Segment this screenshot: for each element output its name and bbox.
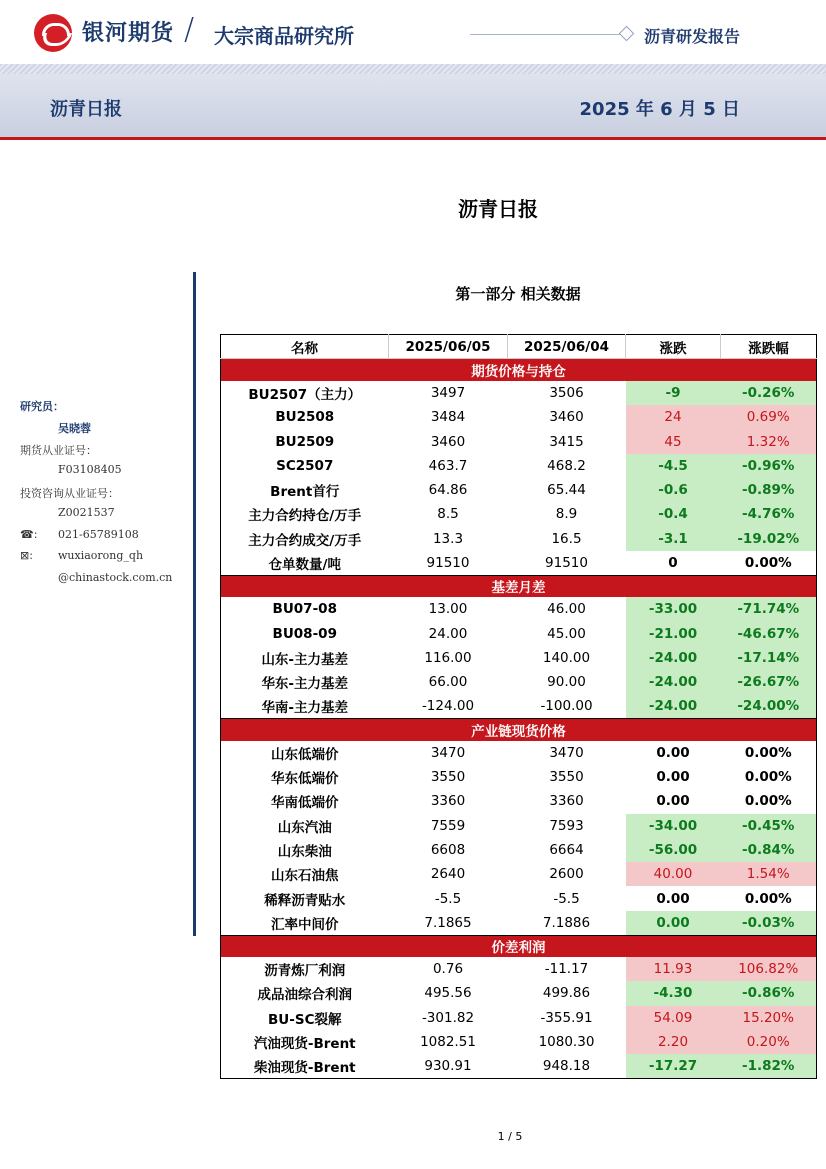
row-change-cell: 0 xyxy=(626,551,721,575)
row-change-pct-cell: 0.69% xyxy=(721,405,817,429)
row-value-previous-cell: 7593 xyxy=(549,817,584,834)
row-value-current-cell: 13.00 xyxy=(428,601,468,618)
row-value-current-cell: -301.82 xyxy=(421,1009,475,1026)
row-name-cell: 山东汽油 xyxy=(221,814,389,838)
cert-label: 期货从业证号： xyxy=(20,444,97,457)
table-row xyxy=(221,502,817,526)
table-row xyxy=(221,911,817,935)
row-value-current-cell: 0.76 xyxy=(432,961,464,978)
company-logo-icon xyxy=(34,14,72,52)
row-name-cell: 成品油综合利润 xyxy=(221,981,389,1005)
report-date: 2025 年 6 月 5 日 xyxy=(579,99,740,120)
row-value-current-cell: 24.00 xyxy=(428,625,468,642)
table-row xyxy=(221,1006,817,1030)
row-change-pct-cell: 0.00% xyxy=(721,551,817,575)
row-name-cell: SC2507 xyxy=(221,454,389,478)
row-change-pct-cell: -4.76% xyxy=(721,502,817,526)
document-title: 沥青日报 xyxy=(458,197,538,221)
row-value-current-cell: 3460 xyxy=(430,433,466,450)
row-change-cell: -33.00 xyxy=(626,597,721,621)
table-section-row xyxy=(221,359,817,381)
row-value-current-cell: 3360 xyxy=(430,793,466,810)
table-section-title: 基差月差 xyxy=(221,575,817,597)
row-value-current-cell: 7.1865 xyxy=(389,911,508,935)
row-change-pct-cell: 106.82% xyxy=(721,957,817,981)
row-value-current-cell: -124.00 xyxy=(389,694,508,718)
row-value-current-cell: 8.5 xyxy=(437,506,459,523)
table-row xyxy=(221,454,817,478)
row-name-cell: 山东柴油 xyxy=(221,838,389,862)
row-name-cell: 汽油现货-Brent xyxy=(221,1030,389,1054)
row-change-cell: -0.4 xyxy=(626,502,721,526)
row-value-previous-cell: 65.44 xyxy=(547,482,586,499)
row-change-cell: -24.00 xyxy=(626,646,721,670)
sidebar-divider xyxy=(193,272,196,936)
analyst-name: 吴晓蓉 xyxy=(58,422,91,435)
row-name-cell: BU-SC裂解 xyxy=(221,1006,389,1030)
row-change-cell: -24.00 xyxy=(626,670,721,694)
row-change-cell: 0.00 xyxy=(656,769,690,786)
row-change-pct-cell: -0.26% xyxy=(721,381,817,405)
row-change-pct-cell: -19.02% xyxy=(721,527,817,551)
row-change-pct-cell: 15.20% xyxy=(721,1006,817,1030)
table-section-row xyxy=(221,575,817,597)
table-row xyxy=(221,381,817,405)
row-name-cell: 仓单数量/吨 xyxy=(221,551,389,575)
table-row xyxy=(221,694,817,718)
row-name-cell: 汇率中间价 xyxy=(221,911,389,935)
row-value-previous-cell: 499.86 xyxy=(542,985,591,1002)
row-change-cell: -4.30 xyxy=(626,981,721,1005)
row-value-previous-cell: -100.00 xyxy=(508,694,626,718)
row-change-pct-cell: 0.00% xyxy=(721,741,817,765)
row-name-cell: BU2509 xyxy=(221,429,389,453)
row-change-cell: 40.00 xyxy=(626,862,721,886)
row-value-current-cell: 463.7 xyxy=(428,457,468,474)
row-value-current-cell: 13.3 xyxy=(432,530,464,547)
row-change-cell: -24.00 xyxy=(626,694,721,718)
row-change-pct-cell: 0.00% xyxy=(721,886,817,910)
data-table-body xyxy=(221,335,817,1079)
row-name-cell: 稀释沥青贴水 xyxy=(221,886,389,910)
table-row xyxy=(221,527,817,551)
row-change-cell: 0.00 xyxy=(626,911,721,935)
table-row xyxy=(221,597,817,621)
table-row xyxy=(221,838,817,862)
row-change-pct-cell: -1.82% xyxy=(721,1054,817,1078)
row-change-pct-cell: 0.00% xyxy=(721,765,817,789)
row-value-current-cell: 930.91 xyxy=(389,1054,508,1078)
table-section-row xyxy=(221,719,817,741)
row-change-pct-cell: -24.00% xyxy=(721,694,817,718)
consult-label: 投资咨询从业证号： xyxy=(20,487,119,500)
row-value-previous-cell: 7.1886 xyxy=(508,911,626,935)
table-row xyxy=(221,646,817,670)
col-header-date1: 2025/06/05 xyxy=(389,335,508,359)
row-name-cell: 主力合约成交/万手 xyxy=(221,527,389,551)
row-value-current-cell: 66.00 xyxy=(428,674,468,691)
header-stripe xyxy=(0,64,826,74)
col-header-change-pct: 涨跌幅 xyxy=(721,335,817,359)
table-row xyxy=(221,405,817,429)
row-change-pct-cell: -46.67% xyxy=(721,621,817,645)
row-change-pct-cell: 0.20% xyxy=(721,1030,817,1054)
row-change-pct-cell: -0.86% xyxy=(721,981,817,1005)
row-change-cell: -9 xyxy=(626,381,721,405)
row-value-previous-cell: 3360 xyxy=(549,793,584,810)
table-section-row xyxy=(221,935,817,957)
band-red-rule xyxy=(0,137,826,140)
row-value-previous-cell: 45.00 xyxy=(547,625,586,642)
row-change-cell: -56.00 xyxy=(626,838,721,862)
row-value-previous-cell: 8.9 xyxy=(555,506,578,523)
table-row xyxy=(221,621,817,645)
row-change-pct-cell: -26.67% xyxy=(721,670,817,694)
row-change-cell: -3.1 xyxy=(626,527,721,551)
row-value-previous-cell: 3550 xyxy=(549,769,584,786)
row-change-cell: -21.00 xyxy=(626,621,721,645)
page-number: 1 / 5 xyxy=(497,1130,523,1143)
row-value-previous-cell: 3470 xyxy=(549,744,584,761)
row-name-cell: 主力合约持仓/万手 xyxy=(221,502,389,526)
table-row xyxy=(221,741,817,765)
row-value-current-cell: 6608 xyxy=(430,841,466,858)
row-value-previous-cell: 16.5 xyxy=(551,530,582,547)
mail-icon: ⊠: xyxy=(20,549,33,562)
table-row xyxy=(221,789,817,813)
row-name-cell: BU08-09 xyxy=(221,621,389,645)
table-header-row xyxy=(221,335,817,359)
row-value-previous-cell: 468.2 xyxy=(547,457,586,474)
row-name-cell: BU07-08 xyxy=(221,597,389,621)
row-value-current-cell: 3497 xyxy=(430,384,466,401)
row-value-previous-cell: 3506 xyxy=(549,384,584,401)
row-value-previous-cell: 2600 xyxy=(549,866,584,883)
row-name-cell: 山东低端价 xyxy=(221,741,389,765)
row-value-current-cell: 64.86 xyxy=(428,482,468,499)
row-change-pct-cell: -0.03% xyxy=(721,911,817,935)
band-title: 沥青日报 xyxy=(50,99,122,120)
table-row xyxy=(221,1030,817,1054)
row-value-current-cell: 1082.51 xyxy=(420,1034,476,1051)
row-change-cell: -4.5 xyxy=(626,454,721,478)
row-name-cell: 沥青炼厂利润 xyxy=(221,957,389,981)
row-name-cell: BU2507（主力） xyxy=(221,381,389,405)
company-name: 银河期货 xyxy=(82,21,175,46)
table-row xyxy=(221,429,817,453)
row-change-pct-cell: -0.84% xyxy=(721,838,817,862)
row-name-cell: 华东低端价 xyxy=(221,765,389,789)
row-change-cell: 11.93 xyxy=(626,957,721,981)
analyst-phone: 021-65789108 xyxy=(58,528,139,541)
row-value-current-cell: 91510 xyxy=(389,551,508,575)
row-change-cell: 45 xyxy=(626,429,721,453)
section-title: 第一部分 相关数据 xyxy=(455,285,581,303)
table-row xyxy=(221,670,817,694)
row-name-cell: 华南低端价 xyxy=(221,789,389,813)
table-row xyxy=(221,814,817,838)
data-table xyxy=(220,334,817,1079)
row-change-pct-cell: 0.00% xyxy=(721,789,817,813)
row-change-cell: 0.00 xyxy=(656,793,690,810)
table-row xyxy=(221,981,817,1005)
row-value-previous-cell: 140.00 xyxy=(542,649,591,666)
header-slash-divider: / xyxy=(184,12,195,47)
report-type: 沥青研发报告 xyxy=(644,27,741,46)
row-value-current-cell: 2640 xyxy=(430,866,466,883)
col-header-change: 涨跌 xyxy=(626,335,721,359)
consult-number: Z0021537 xyxy=(58,506,115,519)
row-value-previous-cell: 90.00 xyxy=(547,674,586,691)
table-row xyxy=(221,551,817,575)
row-value-previous-cell: 46.00 xyxy=(547,601,586,618)
table-row xyxy=(221,957,817,981)
row-change-pct-cell: -71.74% xyxy=(721,597,817,621)
row-change-pct-cell: 1.54% xyxy=(721,862,817,886)
table-section-title: 价差利润 xyxy=(221,935,817,957)
row-change-cell: 54.09 xyxy=(626,1006,721,1030)
analyst-label: 研究员： xyxy=(20,400,64,413)
row-name-cell: BU2508 xyxy=(221,405,389,429)
table-row xyxy=(221,1054,817,1078)
diamond-icon xyxy=(619,26,635,42)
row-change-cell: 24 xyxy=(626,405,721,429)
row-value-previous-cell: 948.18 xyxy=(508,1054,626,1078)
row-name-cell: 华东-主力基差 xyxy=(221,670,389,694)
row-value-previous-cell: -11.17 xyxy=(544,961,589,978)
row-value-previous-cell: 91510 xyxy=(508,551,626,575)
row-name-cell: 华南-主力基差 xyxy=(221,694,389,718)
row-name-cell: 山东-主力基差 xyxy=(221,646,389,670)
row-change-pct-cell: -0.96% xyxy=(721,454,817,478)
row-value-previous-cell: 3415 xyxy=(549,433,584,450)
phone-icon: ☎: xyxy=(20,528,38,541)
header-rule xyxy=(470,34,622,35)
institute-name: 大宗商品研究所 xyxy=(214,24,354,48)
table-row xyxy=(221,765,817,789)
row-change-pct-cell: 1.32% xyxy=(721,429,817,453)
col-header-date2: 2025/06/04 xyxy=(508,335,626,359)
row-change-cell: 0.00 xyxy=(656,890,690,907)
row-change-cell: 2.20 xyxy=(626,1030,721,1054)
table-row xyxy=(221,478,817,502)
row-name-cell: 柴油现货-Brent xyxy=(221,1054,389,1078)
table-section-title: 产业链现货价格 xyxy=(221,719,817,741)
table-section-title: 期货价格与持仓 xyxy=(221,359,817,381)
row-change-pct-cell: -0.45% xyxy=(721,814,817,838)
analyst-email-domain: @chinastock.com.cn xyxy=(58,571,173,584)
row-value-current-cell: 495.56 xyxy=(424,985,472,1002)
cert-number: F03108405 xyxy=(58,463,122,476)
row-change-cell: -0.6 xyxy=(626,478,721,502)
row-value-previous-cell: -5.5 xyxy=(553,890,580,907)
row-value-current-cell: 116.00 xyxy=(424,649,472,666)
row-name-cell: 山东石油焦 xyxy=(221,862,389,886)
header-top xyxy=(0,0,826,64)
table-row xyxy=(221,886,817,910)
row-value-previous-cell: -355.91 xyxy=(540,1009,593,1026)
row-value-current-cell: -5.5 xyxy=(434,890,462,907)
row-value-current-cell: 3550 xyxy=(430,769,466,786)
row-change-cell: 0.00 xyxy=(656,744,690,761)
row-value-current-cell: 3470 xyxy=(430,744,466,761)
table-row xyxy=(221,862,817,886)
row-change-cell: -34.00 xyxy=(626,814,721,838)
row-change-pct-cell: -0.89% xyxy=(721,478,817,502)
row-value-current-cell: 7559 xyxy=(430,817,466,834)
row-value-current-cell: 3484 xyxy=(430,409,466,426)
col-header-name: 名称 xyxy=(221,335,389,359)
row-change-pct-cell: -17.14% xyxy=(721,646,817,670)
row-value-previous-cell: 6664 xyxy=(549,841,584,858)
row-name-cell: Brent首行 xyxy=(221,478,389,502)
row-value-previous-cell: 1080.30 xyxy=(538,1034,595,1051)
analyst-email-user: wuxiaorong_qh xyxy=(58,549,144,562)
row-change-cell: -17.27 xyxy=(626,1054,721,1078)
row-value-previous-cell: 3460 xyxy=(549,409,584,426)
